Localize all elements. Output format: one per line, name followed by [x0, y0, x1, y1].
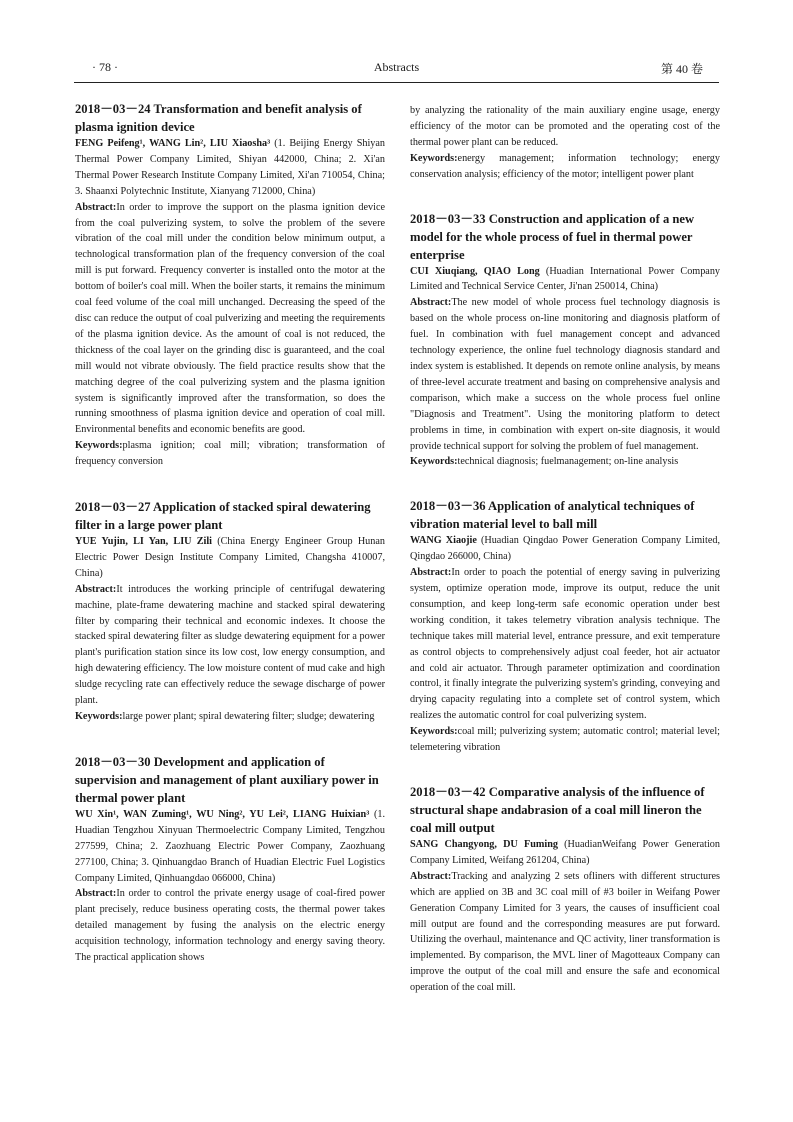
entry-abstract: [410, 869, 720, 996]
entry-keywords: [410, 151, 720, 183]
entry-affiliation: (Huadian Qingdao Power Generation Company Limited, Qingdao 266000, China): [410, 535, 720, 563]
running-header: [74, 60, 719, 82]
abstract-entry: [410, 783, 720, 996]
keywords-text: coal mill; pulverizing system; automatic control; material level; telemetering vibration: [410, 726, 720, 754]
entry-title: 2018－03－33 Construction and application of a new model for the whole process of fuel in thermal power enterprise: [410, 211, 695, 262]
abstract-label: Abstract:: [410, 567, 452, 579]
entry-affiliation: (HuadianWeifang Power Generation Company Limited, Weifang 261204, China): [410, 839, 720, 866]
entry-title: 2018－03－36 Application of analytical techniques of vibration material level to ball mill: [410, 499, 695, 532]
keywords-text: technical diagnosis; fuelmanagement; on-line analysis: [457, 456, 679, 468]
keywords-label: Keywords:: [75, 711, 123, 722]
entry-abstract: [75, 886, 385, 966]
entry-authors: FENG Peifeng¹, WANG Lin², LIU Xiaosha³: [75, 138, 271, 149]
abstract-text: In order to poach the potential of energy saving in pulverizing system, optimize operation mode, improve its output, reduce the unit consumption, and keep long-term safe economic operation under best working condition, it takes telemetry vibration analysis technique. The technique takes mill material level, entrance pressure, and exit temperature as control objects to comprehensively adjust coal feeder, hot air actuator and cold air actuator. Through parameter optimization and coordination control, it finally integrate the pulverizing system's grinding, conveying and drying capacity regulating into a complete set of control system, which realizes the automatic control for coal pulverizing system.: [410, 567, 720, 722]
abstract-label: Abstract:: [75, 583, 117, 595]
abstract-label: Abstract:: [410, 297, 452, 309]
keywords-text: large power plant; spiral dewatering filter; sludge; dewatering: [122, 711, 375, 722]
entry-byline: [75, 534, 385, 582]
keywords-text: plasma ignition; coal mill; vibration; transformation of frequency conversion: [75, 440, 385, 468]
abstract-entry: [410, 497, 720, 756]
abstract-text: In order to control the private energy usage of coal-fired power plant precisely, reduce business operating costs, the thermal power takes detailed management by fusing the analysis on the electric energy acquisition technology, information technology and energy saving theory. The practical application shows: [75, 888, 385, 964]
keywords-label: Keywords:: [75, 440, 123, 452]
volume-label: 第 40 卷: [660, 62, 703, 76]
entry-authors: WU Xin¹, WAN Zuming¹, WU Ning², YU Lei², LIANG Huixian³: [75, 808, 370, 820]
entry-title: 2018－03－30 Development and application of supervision and management of plant auxiliary power in thermal power plant: [75, 754, 379, 805]
entry-byline: [75, 136, 385, 200]
entry-affiliation: (China Energy Engineer Group Hunan Electric Power Design Institute Company Limited, Changsha 410007, China): [75, 536, 385, 579]
entry-affiliation: (1. Beijing Energy Shiyan Thermal Power Company Limited, Shiyan 442000, China; 2. Xi'an Thermal Power Research Institute Company Limited, Xi'an 710054, China; 3. Shaanxi Polytechnic Institute, Xianyang 712000, China): [75, 138, 386, 197]
keywords-text: energy management; information technology; energy conservation analysis; efficiency of the motor; intelligent power plant: [410, 152, 720, 180]
entry-title: 2018－03－24 Transformation and benefit analysis of plasma ignition device: [75, 102, 362, 134]
entry-abstract: [410, 565, 720, 724]
abstract-entry: [75, 753, 385, 966]
abstract-label: Abstract:: [75, 888, 117, 900]
entry-byline: [410, 533, 720, 565]
entry-authors: YUE Yujin, LI Yan, LIU Zili: [75, 536, 213, 548]
entry-byline: [75, 807, 385, 887]
left-column: [75, 100, 385, 966]
abstract-entry-continued: [410, 103, 720, 183]
entry-byline: [410, 837, 720, 869]
entry-title: 2018－03－42 Comparative analysis of the influence of structural shape andabrasion of a coal mill lineron the coal mill output: [410, 785, 705, 835]
entry-affiliation: (Huadian International Power Company Limited and Technical Service Center, Ji'nan 250014, China): [410, 265, 721, 293]
abstract-continuation: by analyzing the rationality of the main auxiliary engine usage, energy efficiency of the motor can be promoted and the operating cost of the thermal power plant can be reduced.: [410, 105, 720, 148]
entry-abstract: [75, 200, 385, 439]
entry-authors: WANG Xiaojie: [410, 535, 477, 547]
abstract-label: Abstract:: [410, 870, 452, 882]
entry-keywords: [410, 724, 720, 756]
abstract-entry: [75, 100, 385, 470]
entry-affiliation: (1. Huadian Tengzhou Xinyuan Thermoelectric Company Limited, Tengzhou 277599, China; 2. Zaozhuang Electric Power Company, Zaozhuang 277100, China; 3. Qinhuangdao Branch of Huadian Electric Fuel Logistics Company Limited, Qinhuangdao 066000, China): [75, 808, 385, 884]
keywords-label: Keywords:: [410, 456, 458, 468]
entry-keywords: [75, 438, 385, 470]
abstract-text: The new model of whole process fuel technology diagnosis is based on the whole process on-line monitoring and diagnosis platform of fuel. In combination with fuel management concept and advanced technology experience, the online fuel technology diagnosis standard and index system is established. It depends on remote online analysis, by means of three-level accurate treatment and basing on comprehensive analysis and comparison, which make a success on the whole process fuel online "Diagnosis and Treatment". Using the monitoring platform to detect problems in time, in combination with expert on-site diagnosis, it would provide technical support for solving the problem of fuel management.: [410, 297, 720, 452]
keywords-label: Keywords:: [410, 726, 458, 738]
page-number: · 78 ·: [92, 60, 118, 74]
abstract-text: It introduces the working principle of centrifugal dewatering machine, plate-frame dewatering machine and stacked spiral dewatering filter by comparing their technical and economic indexes. It choose the stacked spiral dewatering filter as sludge dewatering equipment for a power plant's purification station since its low cost, low energy consumption, and high dewatering efficiency. The low moisture content of mud cake and high sludge recycling rate can effectively reduce the sewage discharge of power plant.: [75, 583, 385, 707]
header-rule: [74, 82, 719, 83]
entry-keywords: [75, 709, 385, 725]
keywords-label: Keywords:: [410, 152, 458, 164]
abstract-entry: [410, 210, 720, 471]
entry-title: 2018－03－27 Application of stacked spiral dewatering filter in a large power plant: [75, 500, 371, 533]
entry-authors: CUI Xiuqiang, QIAO Long: [410, 265, 540, 277]
entry-authors: SANG Changyong, DU Fuming: [410, 839, 558, 850]
entry-abstract: [75, 582, 385, 709]
section-title: Abstracts: [373, 60, 420, 74]
abstract-text: Tracking and analyzing 2 sets ofliners with different structures which are applied on 3B and 3C coal mill of #3 boiler in Weifang Power Generation Company Limited for 3 years, the causes of insufficient coal mill output are found and the corresponding measures are put forward. Utilizing the overhaul, maintenance and QC activity, liner transformation is implemented. By comparison, the MVL liner of Magotteaux Company can improve the output of the coal mill and ensure the safe and economical operation of the coal mill.: [410, 870, 720, 994]
abstract-label: Abstract:: [75, 201, 117, 213]
entry-byline: [410, 264, 720, 296]
entry-abstract: [410, 295, 720, 454]
entry-keywords: [410, 454, 720, 470]
abstract-entry: [75, 498, 385, 725]
right-column: [410, 103, 720, 996]
abstract-text: In order to improve the support on the plasma ignition device from the coal pulverizing system, to solve the problem of the severe vibration of the coal mill under the condition below minimum output, a technological transformation plan of the frequency conversion of the coal mill is put forward. Frequency converter is installed onto the motor at the bottom of boiler's coal mill. When the boiler starts, it remains the minimum coal feed volume of the coal mill unchanged. Decreasing the speed of the disc can reduce the output of coal pulverizing and meeting the requirements of the plasma ignition device. As the amount of coal is not reduced, the thickness of the coal layer on the grinding disc is guaranteed, and the coal mill would not vibrate obviously. The field practice results show that the matching degree of the coal pulverizing system and the plasma ignition system is significantly improved after the transformation, so does the running smoothness of plasma ignition device and operation of coal mill. Environmental benefits and economic benefits are good.: [75, 201, 385, 436]
